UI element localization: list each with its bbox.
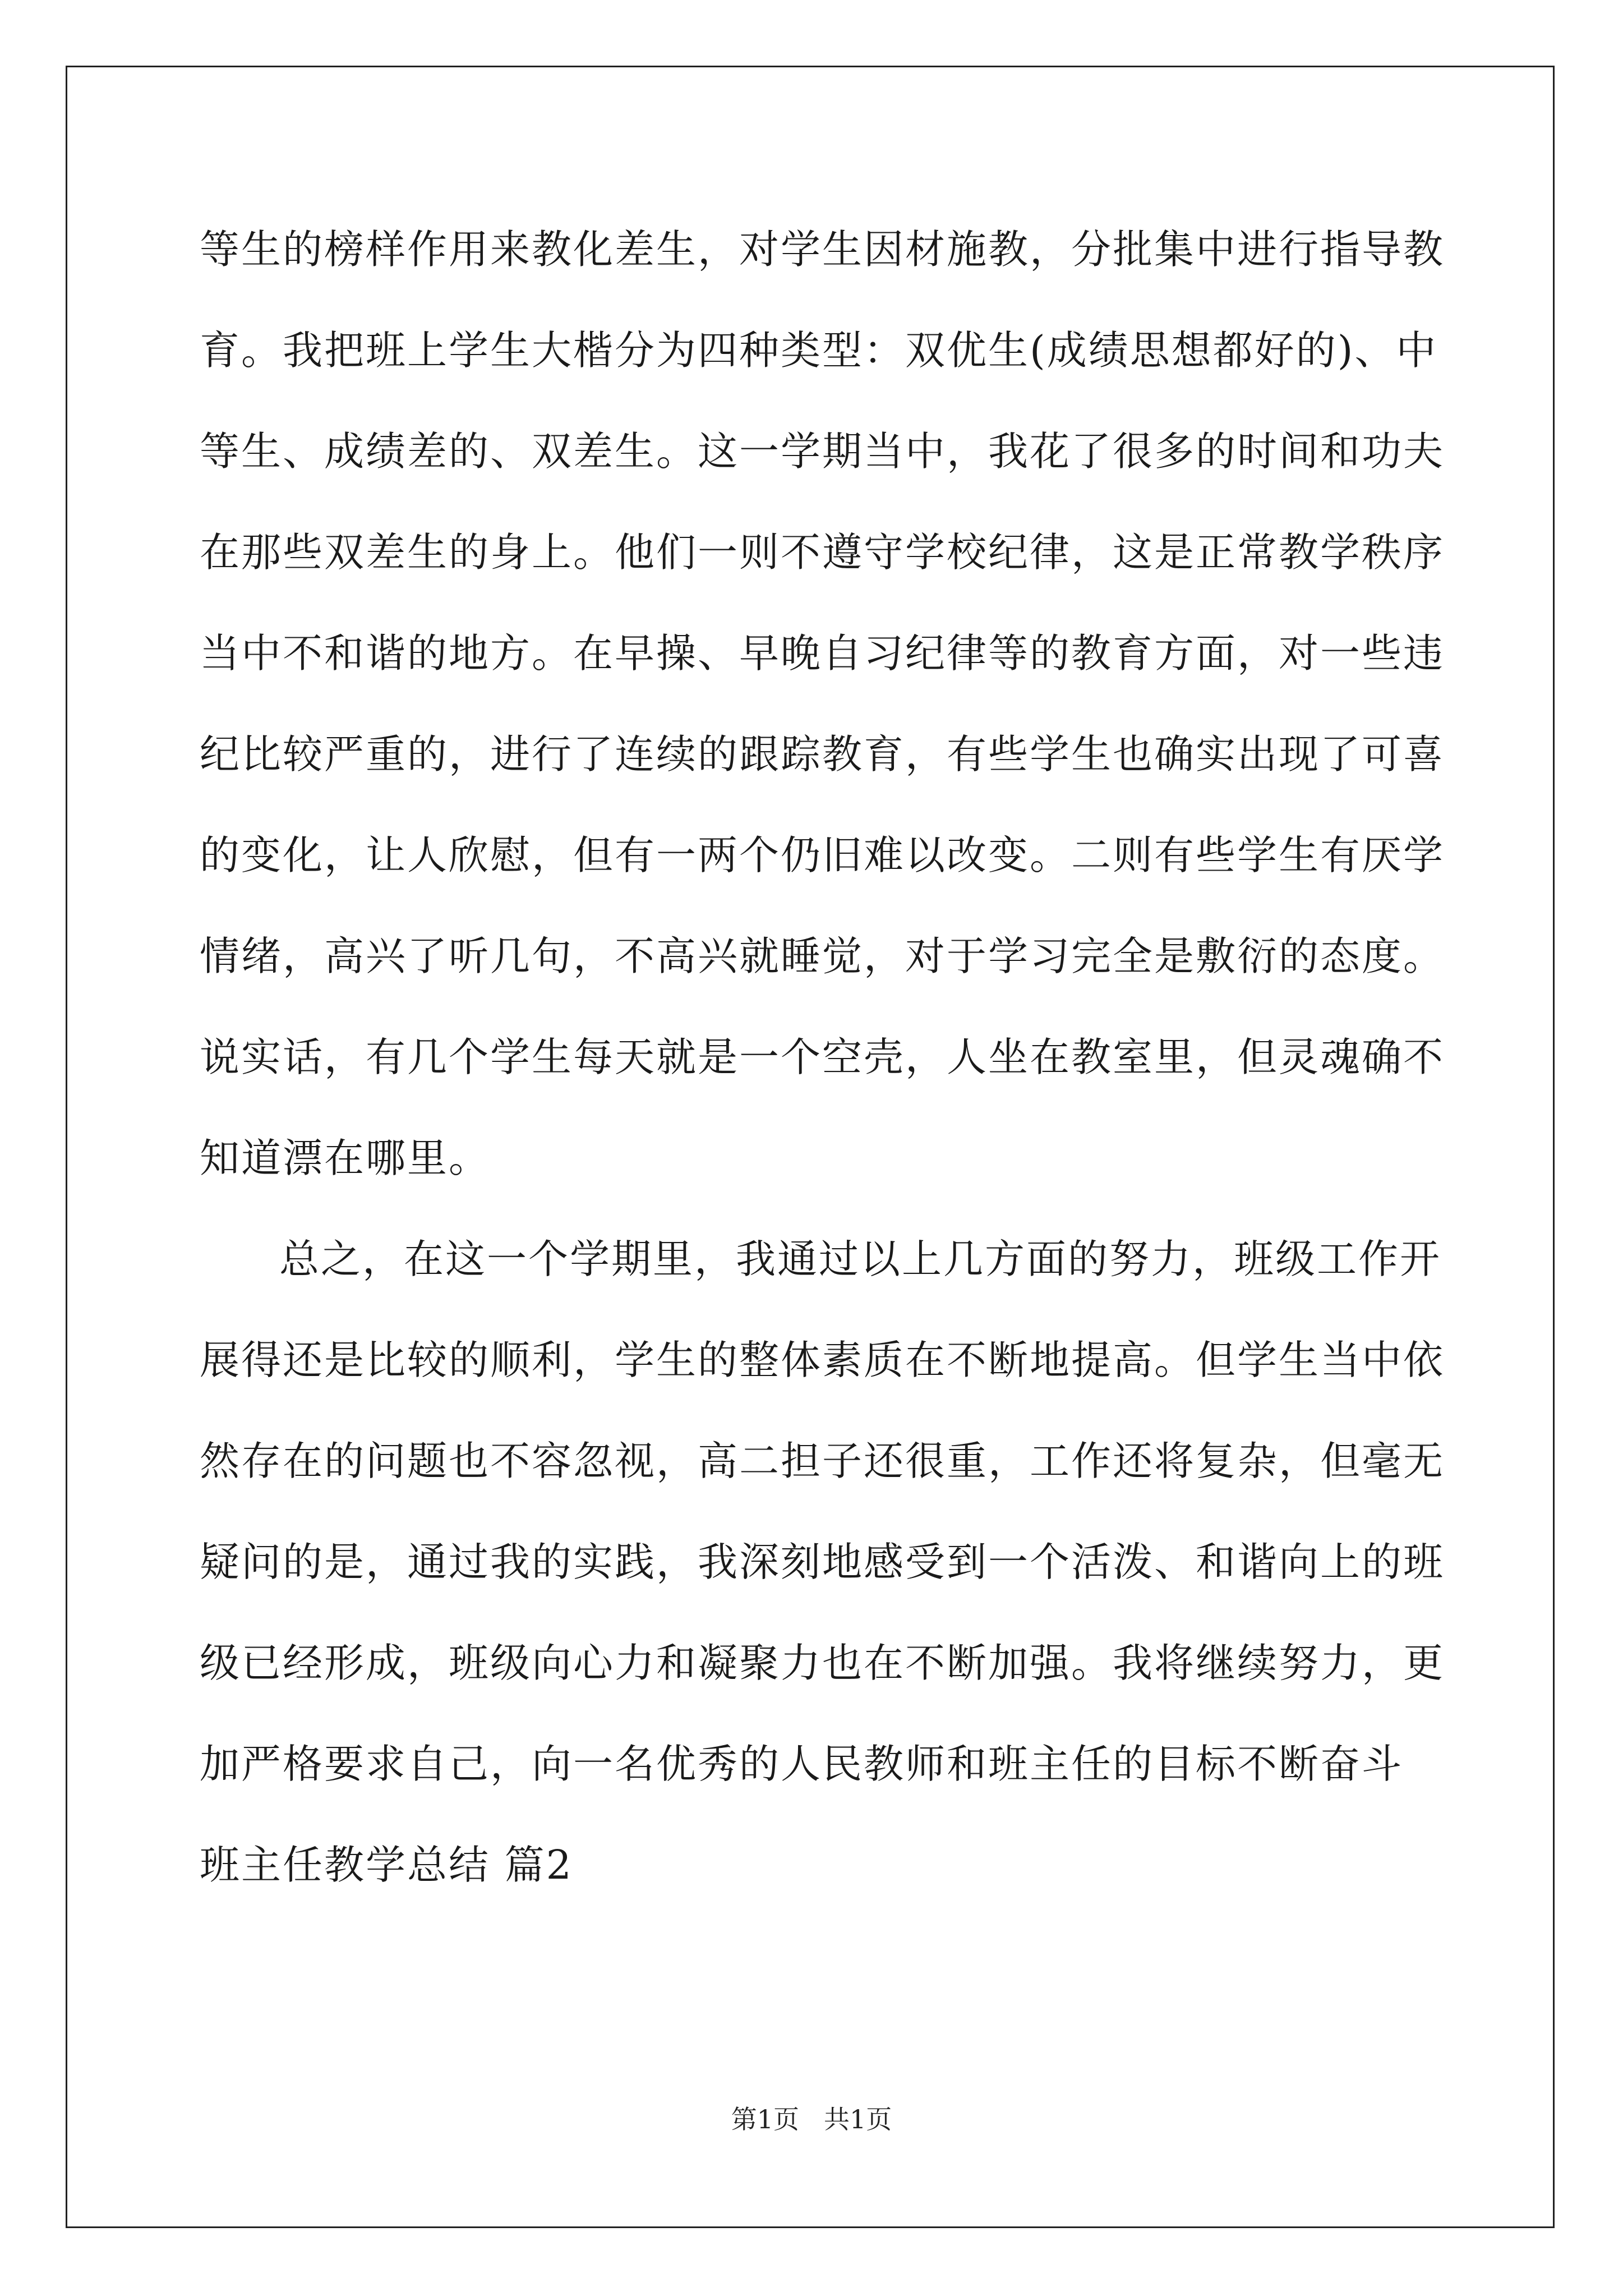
page-number: 第1页	[731, 2104, 799, 2134]
text-line: 展得还是比较的顺利，学生的整体素质在不断地提高。但学生当中依	[200, 1337, 1445, 1383]
text-line: 在那些双差生的身上。他们一则不遵守学校纪律，这是正常教学秩序	[200, 529, 1445, 576]
text-line: 的变化，让人欣慰，但有一两个仍旧难以改变。二则有些学生有厌学	[200, 832, 1445, 878]
text-line: 育。我把班上学生大楷分为四种类型：双优生(成绩思想都好的)、中	[200, 327, 1438, 374]
text-line: 等生的榜样作用来教化差生，对学生因材施教，分批集中进行指导教	[200, 226, 1445, 273]
paragraph-1	[200, 216, 1445, 1226]
text-line: 说实话，有几个学生每天就是一个空壳，人坐在教室里，但灵魂确不	[200, 1034, 1445, 1080]
text-line: 等生、成绩差的、双差生。这一学期当中，我花了很多的时间和功夫	[200, 428, 1445, 475]
text-line: 情绪，高兴了听几句，不高兴就睡觉，对于学习完全是敷衍的态度。	[200, 933, 1445, 979]
text-line: 级已经形成，班级向心力和凝聚力也在不断加强。我将继续努力，更	[200, 1640, 1445, 1686]
text-line: 加严格要求自己，向一名优秀的人民教师和班主任的目标不断奋斗	[200, 1741, 1404, 1787]
section-heading: 班主任教学总结 篇2	[200, 1842, 573, 1888]
page-total: 共1页	[824, 2104, 892, 2134]
text-line: 知道漂在哪里。	[200, 1135, 491, 1181]
text-line: 当中不和谐的地方。在早操、早晚自习纪律等的教育方面，对一些违	[200, 630, 1445, 677]
document-body	[200, 216, 1445, 1932]
page-footer	[0, 2102, 1623, 2136]
text-line: 然存在的问题也不容忽视，高二担子还很重，工作还将复杂，但毫无	[200, 1438, 1445, 1484]
paragraph-2	[200, 1226, 1445, 1832]
text-line: 纪比较严重的，进行了连续的跟踪教育，有些学生也确实出现了可喜	[200, 731, 1445, 777]
text-line: 疑问的是，通过我的实践，我深刻地感受到一个活泼、和谐向上的班	[200, 1539, 1445, 1585]
text-line: 总之，在这一个学期里，我通过以上几方面的努力，班级工作开	[279, 1236, 1442, 1282]
